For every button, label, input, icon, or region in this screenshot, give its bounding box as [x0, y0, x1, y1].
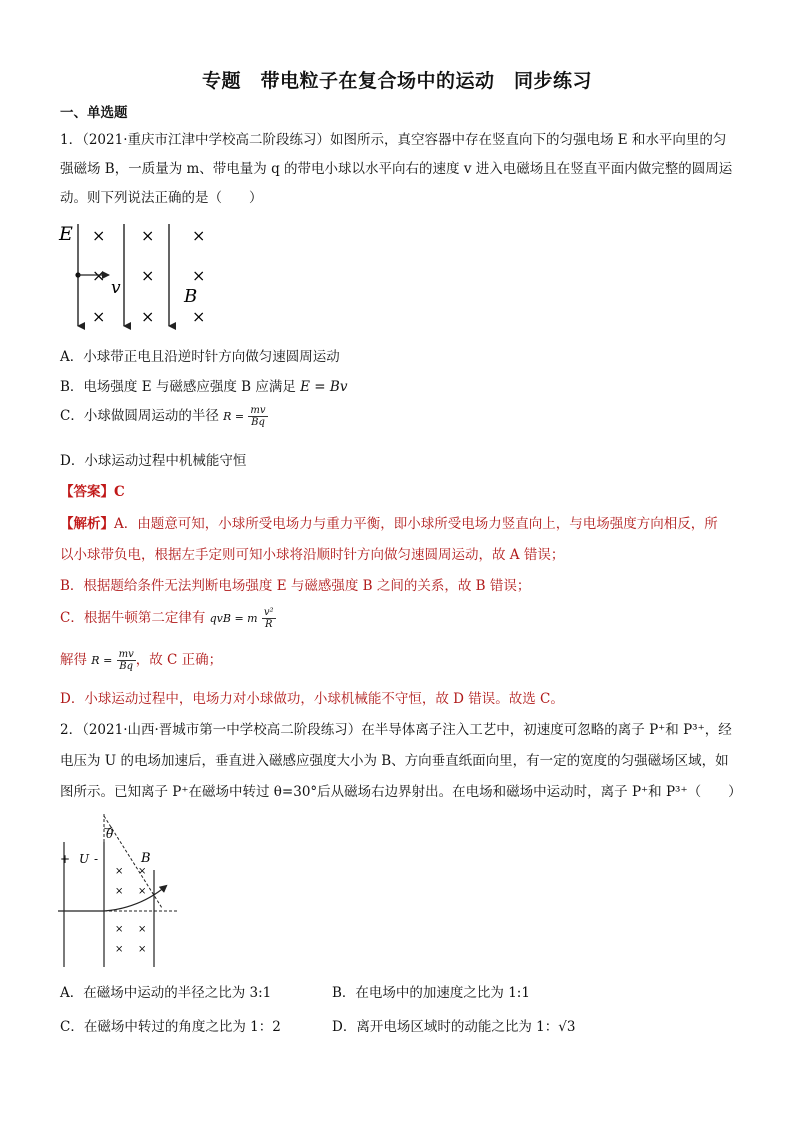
explanation-label: 【解析】: [60, 516, 114, 532]
q1-option-b-text: B．电场强度 E 与磁感应强度 B 应满足: [60, 379, 301, 395]
q1-field-diagram: [55, 218, 225, 336]
q2-option-b: B．在电场中的加速度之比为 1:1: [332, 985, 530, 1001]
page-title: 专题 带电粒子在复合场中的运动 同步练习: [201, 70, 592, 92]
q2-stem-line-1: 2．（2021·山西·晋城市第一中学校高二阶段练习）在半导体离子注入工艺中，初速度可忽略的离子 P⁺和 P³⁺，经: [60, 722, 732, 738]
q2-option-a: A．在磁场中运动的半径之比为 3:1: [60, 985, 272, 1001]
q2-b-cross: ×: [138, 886, 147, 897]
q1-explanation-line-5: [60, 648, 222, 672]
q1-explanation-line-3: B．根据题给条件无法判断电场强度 E 与磁感强度 B 之间的关系，故 B 错误；: [60, 578, 531, 594]
q1-label-b: B: [184, 286, 198, 307]
q1-option-c-text: C．小球做圆周运动的半径: [60, 408, 224, 424]
q1-explanation-line-2: 以小球带负电，根据左手定则可知小球将沿顺时针方向做匀速圆周运动，故 A 错误；: [60, 547, 565, 563]
q2-stem-line-2: 电压为 U 的电场加速后，垂直进入磁感应强度大小为 B、方向垂直纸面向里，有一定的宽度的匀强磁场区域，如: [60, 753, 729, 769]
q1-explanation-line-6: D．小球运动过程中，电场力对小球做功，小球机械能不守恒，故 D 错误。故选 C。: [60, 691, 564, 707]
q1-label-e: E: [59, 223, 73, 245]
q1-label-v: v: [111, 278, 121, 298]
q1-option-a: A．小球带正电且沿逆时针方向做匀速圆周运动: [60, 349, 340, 365]
q2-option-d-text: D．离开电场区域时的动能之比为 1：: [332, 1019, 559, 1035]
explanation-equation: qvB = m: [209, 612, 258, 625]
explanation-fraction: [262, 607, 276, 630]
fraction-denominator: R: [264, 619, 273, 630]
q1-b-cross: ×: [141, 226, 155, 245]
q2-b-cross: ×: [115, 886, 124, 897]
q1-explanation-line-4: [60, 606, 276, 630]
q2-b-cross: ×: [138, 866, 147, 877]
q1-option-c-lhs: R =: [223, 410, 245, 423]
q2-label-u: U: [79, 852, 90, 866]
section-heading: 一、单选题: [60, 105, 128, 121]
q1-option-d: D．小球运动过程中机械能守恒: [60, 453, 247, 469]
q1-b-cross: ×: [92, 266, 106, 285]
q1-option-b: [60, 375, 347, 395]
fraction-numerator: mv: [250, 405, 266, 416]
q1-b-cross: ×: [192, 307, 206, 326]
q2-label-minus: -: [94, 852, 99, 866]
q2-b-cross: ×: [138, 944, 147, 955]
fraction-denominator: Bq: [119, 661, 134, 672]
answer-label: 【答案】: [60, 484, 114, 500]
q2-b-cross: ×: [138, 924, 147, 935]
q2-trajectory-arrow: [104, 886, 166, 911]
q1-option-b-equation: E = Bv: [300, 379, 348, 395]
explanation-text: C．根据牛顿第二定律有: [60, 610, 210, 626]
q1-b-cross: ×: [92, 226, 106, 245]
q2-option-d-sqrt: √3: [558, 1019, 576, 1035]
explanation-text: ，故 C 正确；: [135, 652, 223, 668]
q1-stem-line-1: 1．（2021·重庆市江津中学校高二阶段练习）如图所示，真空容器中存在竖直向下的匀强电场 E 和水平向里的匀: [60, 132, 727, 148]
q1-answer: [60, 480, 125, 500]
q1-b-cross: ×: [192, 226, 206, 245]
q2-field-diagram: [58, 812, 198, 972]
fraction-numerator: v²: [263, 607, 274, 618]
q1-explanation-line-1: [60, 512, 718, 532]
q1-b-cross: ×: [92, 307, 106, 326]
q2-option-d: [332, 1015, 575, 1035]
answer-value: C: [114, 484, 125, 500]
q2-b-cross: ×: [115, 924, 124, 935]
q2-stem-line-3: 图所示。已知离子 P⁺在磁场中转过 θ=30°后从磁场右边界射出。在电场和磁场中运动时，离子 P⁺和 P³⁺（ ）: [60, 784, 742, 800]
q1-stem-line-3: 动。则下列说法正确的是（ ）: [60, 190, 263, 206]
explanation-equation: R =: [91, 654, 113, 667]
q2-option-c: C．在磁场中转过的角度之比为 1：2: [60, 1019, 281, 1035]
q2-b-cross: ×: [115, 944, 124, 955]
q1-option-c: [60, 404, 268, 428]
q1-stem-line-2: 强磁场 B，一质量为 m、带电量为 q 的带电小球以水平向右的速度 v 进入电磁场且在竖直平面内做完整的圆周运: [60, 161, 733, 177]
explanation-text: A．由题意可知，小球所受电场力与重力平衡，即小球所受电场力竖直向上，与电场强度方向相反，所: [114, 516, 718, 532]
q2-label-b: B: [141, 851, 151, 866]
q1-b-cross: ×: [141, 266, 155, 285]
fraction-numerator: mv: [118, 649, 134, 660]
q2-b-cross: ×: [115, 866, 124, 877]
q1-option-c-fraction: [248, 405, 267, 428]
explanation-text: 解得: [60, 652, 92, 668]
q2-label-theta: θ: [106, 827, 114, 841]
q1-b-cross: ×: [141, 307, 155, 326]
fraction-denominator: Bq: [251, 417, 265, 428]
explanation-fraction: [117, 649, 136, 672]
q2-label-plus: +: [60, 852, 71, 866]
q1-b-cross: ×: [192, 266, 206, 285]
